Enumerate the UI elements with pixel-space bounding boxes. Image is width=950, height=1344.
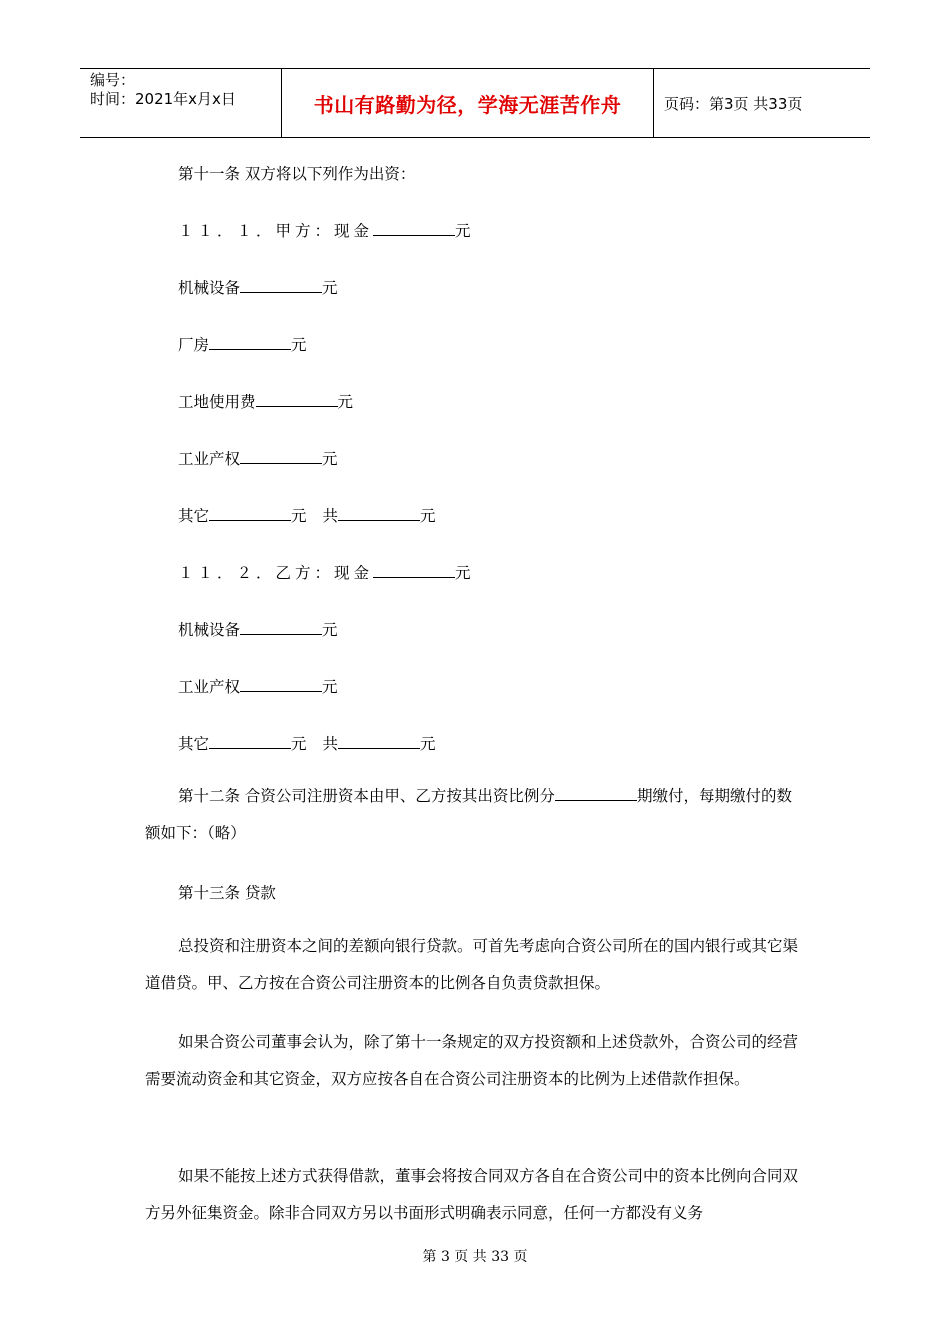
blank-field — [240, 449, 322, 464]
unit-label: 元 — [291, 336, 307, 354]
header-page-number: 页码：第3页 共33页 — [664, 94, 803, 113]
party-b-ip-line — [178, 675, 338, 697]
unit-label: 元 — [322, 279, 338, 297]
total-label: 共 — [322, 507, 339, 525]
article-12 — [145, 778, 805, 852]
machinery-label: 机械设备 — [178, 279, 241, 297]
blank-field — [209, 734, 291, 749]
unit-label: 元 — [455, 222, 471, 240]
party-b-cash-line — [178, 561, 471, 583]
header-motto: 书山有路勤为径，学海无涯苦作舟 — [282, 69, 654, 137]
document-time: 时间：2021年x月x日 — [90, 90, 236, 108]
party-a-machinery-line — [178, 276, 338, 298]
blank-field — [373, 221, 455, 236]
article-11-title: 第十一条 双方将以下列作为出资： — [178, 165, 416, 183]
article-12-text-a: 第十二条 合资公司注册资本由甲、乙方按其出资比例分 — [178, 787, 555, 805]
document-number: 编号： — [90, 71, 136, 89]
ip-label: 工业产权 — [178, 678, 241, 696]
other-label: 其它 — [178, 507, 210, 525]
unit-label: 元 — [420, 735, 436, 753]
page-footer: 第 3 页 共 33 页 — [422, 1249, 528, 1265]
blank-field — [256, 392, 338, 407]
loan-paragraph-3: 如果不能按上述方式获得借款，董事会将按合同双方各自在合资公司中的资本比例向合同双方另外征集资金。除非合同双方另以书面形式明确表示同意，任何一方都没有义务 — [145, 1167, 799, 1222]
party-a-cash-label: １１．１．甲方：现金 — [178, 222, 374, 240]
party-a-factory-line — [178, 333, 307, 355]
blank-field — [240, 677, 322, 692]
unit-label: 元 — [322, 450, 338, 468]
party-a-ip-line — [178, 447, 338, 469]
total-label: 共 — [322, 735, 339, 753]
loan-paragraph-1: 总投资和注册资本之间的差额向银行贷款。可首先考虑向合资公司所在的国内银行或其它渠道借贷。甲、乙方按在合资公司注册资本的比例各自负责贷款担保。 — [145, 937, 799, 992]
factory-label: 厂房 — [178, 336, 210, 354]
party-a-cash-line — [178, 219, 471, 241]
blank-field — [209, 335, 291, 350]
party-b-cash-label: １１．２．乙方：现金 — [178, 564, 374, 582]
unit-label: 元 — [291, 507, 307, 525]
unit-label: 元 — [291, 735, 307, 753]
blank-field — [555, 786, 637, 801]
blank-field — [338, 506, 420, 521]
unit-label: 元 — [322, 678, 338, 696]
machinery-label: 机械设备 — [178, 621, 241, 639]
party-b-other-line — [178, 732, 436, 754]
blank-field — [240, 278, 322, 293]
party-b-machinery-line — [178, 618, 338, 640]
article-12-text-b: 期缴付，每期缴付的数额如下：（略） — [145, 787, 792, 842]
party-a-other-line — [178, 504, 436, 526]
unit-label: 元 — [455, 564, 471, 582]
blank-field — [240, 620, 322, 635]
unit-label: 元 — [322, 621, 338, 639]
ip-label: 工业产权 — [178, 450, 241, 468]
party-a-land-fee-line — [178, 390, 353, 412]
blank-field — [338, 734, 420, 749]
loan-paragraph-2: 如果合资公司董事会认为，除了第十一条规定的双方投资额和上述贷款外，合资公司的经营需要流动资金和其它资金，双方应按各自在合资公司注册资本的比例为上述借款作担保。 — [145, 1033, 799, 1088]
article-13-title: 第十三条 贷款 — [178, 884, 276, 902]
header-meta — [80, 69, 282, 137]
land-fee-label: 工地使用费 — [178, 393, 256, 411]
blank-field — [373, 563, 455, 578]
blank-field — [209, 506, 291, 521]
unit-label: 元 — [420, 507, 436, 525]
unit-label: 元 — [337, 393, 354, 411]
other-label: 其它 — [178, 735, 210, 753]
page-header — [80, 68, 870, 138]
